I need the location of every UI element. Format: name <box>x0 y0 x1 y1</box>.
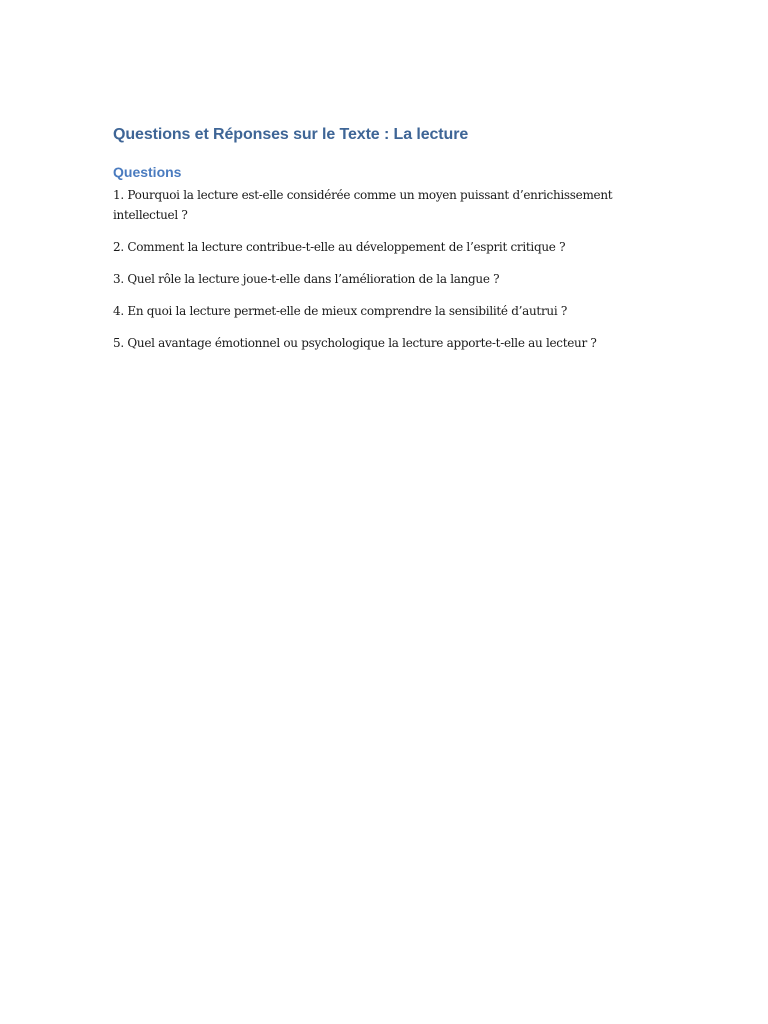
question-list <box>113 185 643 353</box>
question-item: 2. Comment la lecture contribue-t-elle au développement de l’esprit critique ? <box>113 240 566 254</box>
question-item: 5. Quel avantage émotionnel ou psychologique la lecture apporte-t-elle au lecteur ? <box>113 336 597 350</box>
document-content <box>113 124 643 365</box>
question-item: 3. Quel rôle la lecture joue-t-elle dans l’amélioration de la langue ? <box>113 272 500 286</box>
document-title: Questions et Réponses sur le Texte : La lecture <box>113 126 469 143</box>
section-heading-questions: Questions <box>113 164 182 180</box>
question-item: 4. En quoi la lecture permet-elle de mieux comprendre la sensibilité d’autrui ? <box>113 304 568 318</box>
question-item: 1. Pourquoi la lecture est-elle considérée comme un moyen puissant d’enrichissement intellectuel ? <box>113 188 613 222</box>
